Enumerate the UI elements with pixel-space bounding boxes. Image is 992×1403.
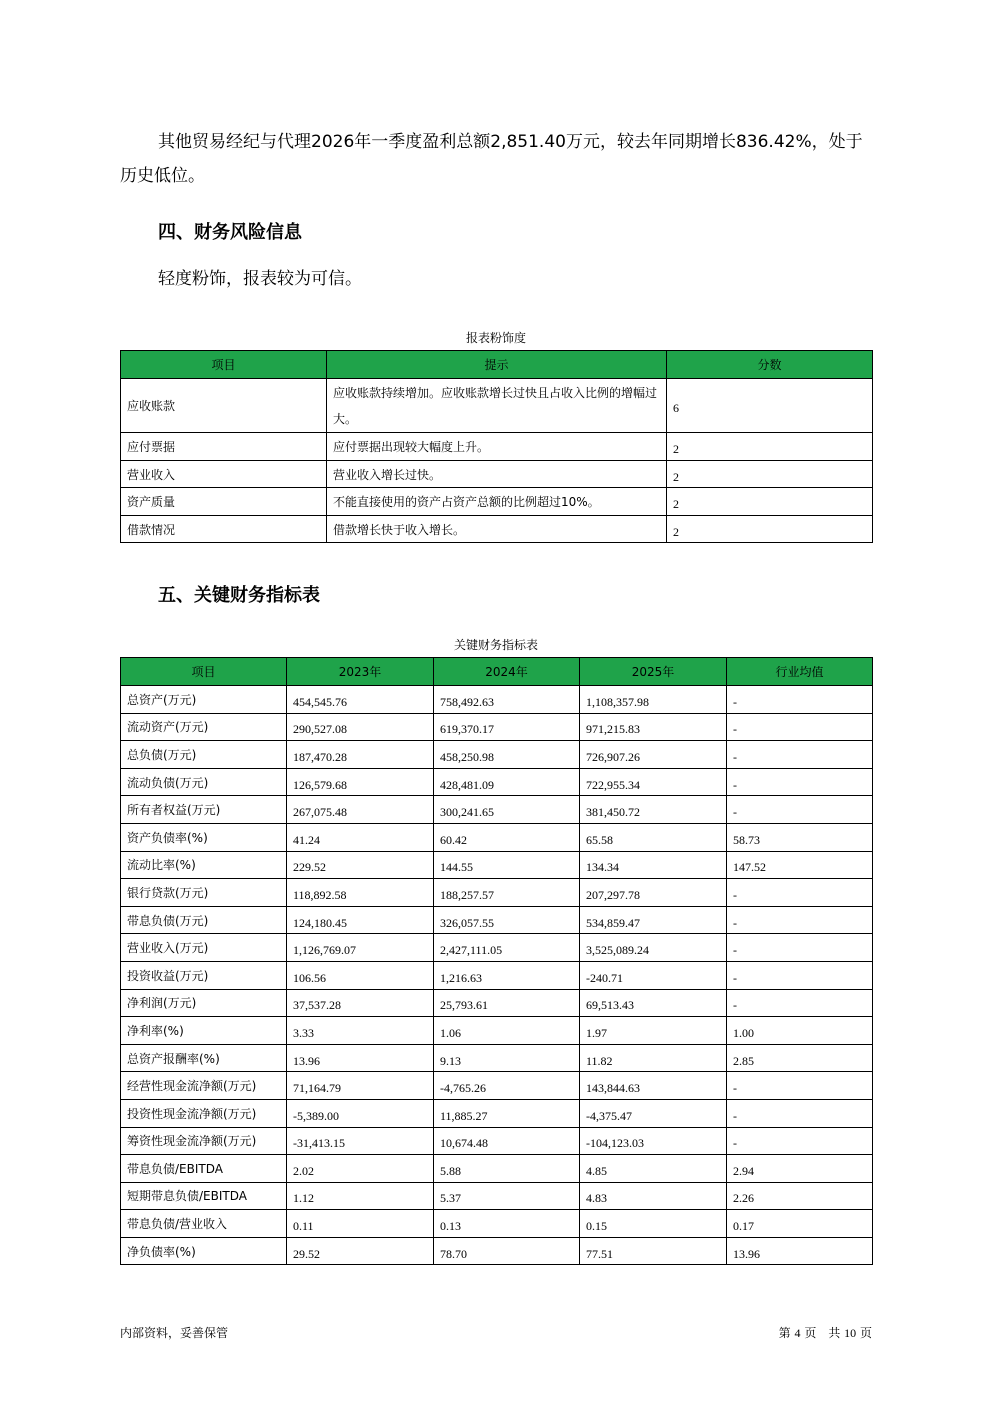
value-2024: 300,241.65 — [434, 796, 580, 824]
metric-name: 营业收入(万元) — [121, 934, 287, 962]
metric-name: 流动比率(%) — [121, 851, 287, 879]
table-row — [121, 686, 873, 714]
value-2025: 722,955.34 — [580, 768, 727, 796]
value-2025: 4.83 — [580, 1182, 727, 1210]
risk-hint: 营业收入增长过快。 — [327, 461, 667, 488]
table-row — [121, 879, 873, 907]
page-indicator — [779, 1324, 872, 1341]
value-2023: 124,180.45 — [287, 906, 434, 934]
industry-avg: - — [727, 1072, 873, 1100]
value-2023: 41.24 — [287, 823, 434, 851]
metric-name: 筹资性现金流净额(万元) — [121, 1127, 287, 1155]
value-2024: 5.88 — [434, 1155, 580, 1183]
industry-avg: - — [727, 934, 873, 962]
table-row — [121, 768, 873, 796]
value-2024: 9.13 — [434, 1044, 580, 1072]
value-2025: 726,907.26 — [580, 741, 727, 769]
header-item: 项目 — [121, 351, 327, 379]
value-2023: 2.02 — [287, 1155, 434, 1183]
table-row — [121, 961, 873, 989]
table-row — [121, 433, 873, 461]
value-2023: 29.52 — [287, 1237, 434, 1265]
value-2024: 78.70 — [434, 1237, 580, 1265]
metric-name: 带息负债(万元) — [121, 906, 287, 934]
header-industry-avg: 行业均值 — [727, 658, 873, 686]
value-2025: 134.34 — [580, 851, 727, 879]
value-2024: 1,216.63 — [434, 961, 580, 989]
value-2023: 13.96 — [287, 1044, 434, 1072]
metric-name: 总负债(万元) — [121, 741, 287, 769]
value-2024: 144.55 — [434, 851, 580, 879]
industry-avg: - — [727, 906, 873, 934]
risk-score: 2 — [667, 516, 873, 543]
intro-paragraph: 其他贸易经纪与代理2026年一季度盈利总额2,851.40万元，较去年同期增长836.42%，处于历史低位。 — [120, 132, 863, 186]
value-2025: 207,297.78 — [580, 879, 727, 907]
value-2023: 290,527.08 — [287, 713, 434, 741]
risk-score: 2 — [667, 461, 873, 488]
metric-name: 带息负债/营业收入 — [121, 1210, 287, 1238]
page-prefix: 第 — [778, 1326, 791, 1340]
metric-name: 带息负债/EBITDA — [121, 1155, 287, 1183]
risk-item: 应付票据 — [121, 433, 327, 461]
table-row — [121, 1237, 873, 1265]
industry-avg: - — [727, 768, 873, 796]
header-2024: 2024年 — [434, 658, 580, 686]
risk-item: 应收账款 — [121, 379, 327, 433]
metric-name: 资产负债率(%) — [121, 823, 287, 851]
value-2025: 0.15 — [580, 1210, 727, 1238]
table-row — [121, 1017, 873, 1045]
value-2025: -240.71 — [580, 961, 727, 989]
industry-avg: - — [727, 713, 873, 741]
industry-avg: 147.52 — [727, 851, 873, 879]
page-suffix: 页 — [859, 1326, 872, 1340]
metrics-table — [120, 657, 873, 1265]
risk-item: 借款情况 — [121, 516, 327, 543]
metric-name: 流动负债(万元) — [121, 768, 287, 796]
table-row — [121, 461, 873, 488]
table-row — [121, 796, 873, 824]
value-2024: 458,250.98 — [434, 741, 580, 769]
industry-avg: - — [727, 879, 873, 907]
table-row — [121, 713, 873, 741]
value-2025: 4.85 — [580, 1155, 727, 1183]
value-2023: 1.12 — [287, 1182, 434, 1210]
risk-table-caption: 报表粉饰度 — [465, 331, 526, 345]
metric-name: 投资性现金流净额(万元) — [121, 1099, 287, 1127]
value-2023: 0.11 — [287, 1210, 434, 1238]
value-2025: -104,123.03 — [580, 1127, 727, 1155]
industry-avg: 2.94 — [727, 1155, 873, 1183]
value-2024: 619,370.17 — [434, 713, 580, 741]
value-2025: 3,525,089.24 — [580, 934, 727, 962]
risk-score: 6 — [667, 379, 873, 433]
industry-avg: - — [727, 796, 873, 824]
value-2024: -4,765.26 — [434, 1072, 580, 1100]
industry-avg: - — [727, 741, 873, 769]
header-item: 项目 — [121, 658, 287, 686]
table-row — [121, 1155, 873, 1183]
value-2025: 69,513.43 — [580, 989, 727, 1017]
table-row — [121, 379, 873, 433]
table-row — [121, 1099, 873, 1127]
risk-score: 2 — [667, 488, 873, 516]
value-2023: 3.33 — [287, 1017, 434, 1045]
value-2024: 326,057.55 — [434, 906, 580, 934]
table-row — [121, 851, 873, 879]
risk-hint: 不能直接使用的资产占资产总额的比例超过10%。 — [327, 488, 667, 516]
metric-name: 总资产(万元) — [121, 686, 287, 714]
table-row — [121, 516, 873, 543]
metrics-table-header — [121, 658, 873, 686]
section4-summary: 轻度粉饰，报表较为可信。 — [158, 269, 362, 289]
metric-name: 净利率(%) — [121, 1017, 287, 1045]
page-middle: 页 共 — [804, 1326, 841, 1340]
risk-hint: 应付票据出现较大幅度上升。 — [327, 433, 667, 461]
metric-name: 经营性现金流净额(万元) — [121, 1072, 287, 1100]
value-2025: 381,450.72 — [580, 796, 727, 824]
value-2023: 106.56 — [287, 961, 434, 989]
header-2025: 2025年 — [580, 658, 727, 686]
metrics-table-caption: 关键财务指标表 — [453, 638, 538, 652]
table-row — [121, 906, 873, 934]
header-hint: 提示 — [327, 351, 667, 379]
metric-name: 短期带息负债/EBITDA — [121, 1182, 287, 1210]
industry-avg: - — [727, 961, 873, 989]
total-pages: 10 — [844, 1326, 857, 1340]
value-2024: 758,492.63 — [434, 686, 580, 714]
risk-table-header — [121, 351, 873, 379]
table-row — [121, 1072, 873, 1100]
value-2023: 126,579.68 — [287, 768, 434, 796]
table-row — [121, 1044, 873, 1072]
value-2024: 0.13 — [434, 1210, 580, 1238]
value-2024: 2,427,111.05 — [434, 934, 580, 962]
value-2024: 25,793.61 — [434, 989, 580, 1017]
value-2023: 187,470.28 — [287, 741, 434, 769]
risk-hint: 借款增长快于收入增长。 — [327, 516, 667, 543]
value-2025: 11.82 — [580, 1044, 727, 1072]
industry-avg: 13.96 — [727, 1237, 873, 1265]
industry-avg: - — [727, 1099, 873, 1127]
industry-avg: 2.85 — [727, 1044, 873, 1072]
value-2023: 267,075.48 — [287, 796, 434, 824]
value-2023: 454,545.76 — [287, 686, 434, 714]
metric-name: 投资收益(万元) — [121, 961, 287, 989]
risk-table — [120, 350, 873, 543]
risk-item: 资产质量 — [121, 488, 327, 516]
table-row — [121, 1127, 873, 1155]
metric-name: 总资产报酬率(%) — [121, 1044, 287, 1072]
value-2023: -31,413.15 — [287, 1127, 434, 1155]
page-number: 4 — [794, 1326, 801, 1340]
section5-heading: 五、关键财务指标表 — [158, 585, 320, 606]
industry-avg: - — [727, 686, 873, 714]
value-2024: 60.42 — [434, 823, 580, 851]
risk-hint: 应收账款持续增加。应收账款增长过快且占收入比例的增幅过大。 — [327, 379, 667, 433]
industry-avg: - — [727, 1127, 873, 1155]
table-row — [121, 989, 873, 1017]
value-2023: 71,164.79 — [287, 1072, 434, 1100]
industry-avg: 1.00 — [727, 1017, 873, 1045]
section4-heading: 四、财务风险信息 — [158, 222, 302, 243]
risk-score: 2 — [667, 433, 873, 461]
metric-name: 流动资产(万元) — [121, 713, 287, 741]
value-2025: 65.58 — [580, 823, 727, 851]
value-2023: 1,126,769.07 — [287, 934, 434, 962]
value-2024: 5.37 — [434, 1182, 580, 1210]
industry-avg: 0.17 — [727, 1210, 873, 1238]
value-2025: 534,859.47 — [580, 906, 727, 934]
footer-confidential: 内部资料，妥善保管 — [120, 1326, 229, 1340]
risk-item: 营业收入 — [121, 461, 327, 488]
value-2024: 188,257.57 — [434, 879, 580, 907]
metric-name: 净利润(万元) — [121, 989, 287, 1017]
value-2025: 77.51 — [580, 1237, 727, 1265]
value-2023: 118,892.58 — [287, 879, 434, 907]
value-2023: 229.52 — [287, 851, 434, 879]
industry-avg: 58.73 — [727, 823, 873, 851]
header-score: 分数 — [667, 351, 873, 379]
value-2024: 1.06 — [434, 1017, 580, 1045]
table-row — [121, 488, 873, 516]
header-2023: 2023年 — [287, 658, 434, 686]
industry-avg: - — [727, 989, 873, 1017]
value-2025: 971,215.83 — [580, 713, 727, 741]
value-2024: 10,674.48 — [434, 1127, 580, 1155]
table-row — [121, 823, 873, 851]
value-2024: 428,481.09 — [434, 768, 580, 796]
table-row — [121, 934, 873, 962]
metric-name: 银行贷款(万元) — [121, 879, 287, 907]
metric-name: 所有者权益(万元) — [121, 796, 287, 824]
value-2023: 37,537.28 — [287, 989, 434, 1017]
table-row — [121, 741, 873, 769]
value-2024: 11,885.27 — [434, 1099, 580, 1127]
table-row — [121, 1210, 873, 1238]
value-2025: 143,844.63 — [580, 1072, 727, 1100]
value-2025: 1,108,357.98 — [580, 686, 727, 714]
value-2025: -4,375.47 — [580, 1099, 727, 1127]
table-row — [121, 1182, 873, 1210]
value-2025: 1.97 — [580, 1017, 727, 1045]
metric-name: 净负债率(%) — [121, 1237, 287, 1265]
industry-avg: 2.26 — [727, 1182, 873, 1210]
value-2023: -5,389.00 — [287, 1099, 434, 1127]
